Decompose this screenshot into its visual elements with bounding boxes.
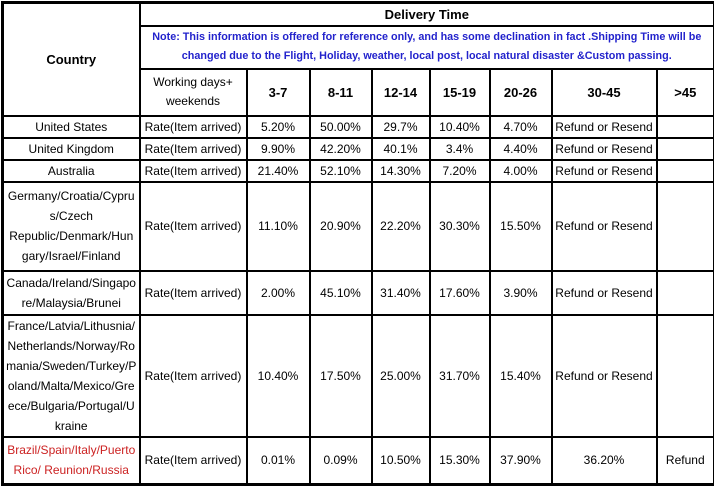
- refund-policy-cell: Refund or Resend: [552, 160, 657, 182]
- rate-value-cell: 2.00%: [247, 271, 310, 315]
- rate-value-cell: 10.40%: [430, 116, 490, 138]
- over-45-cell: [657, 160, 714, 182]
- rate-value-cell: 4.40%: [490, 138, 552, 160]
- over-45-cell: [657, 271, 714, 315]
- rate-value-cell: 15.30%: [430, 437, 490, 485]
- rate-value-cell: 37.90%: [490, 437, 552, 485]
- rate-value-cell: 15.50%: [490, 182, 552, 271]
- rate-value-cell: 15.40%: [490, 315, 552, 437]
- refund-policy-cell: Refund or Resend: [552, 116, 657, 138]
- rate-value-cell: 17.60%: [430, 271, 490, 315]
- rate-value-cell: 9.90%: [247, 138, 310, 160]
- country-column-header: Country: [3, 3, 140, 116]
- rate-value-cell: 45.10%: [310, 271, 372, 315]
- refund-policy-cell: Refund or Resend: [552, 182, 657, 271]
- over-45-cell: [657, 116, 714, 138]
- column-header-20-26: 20-26: [490, 69, 552, 116]
- table-row-united-kingdom: [3, 138, 714, 160]
- country-cell: Germany/Croatia/Cyprus/Czech Republic/Denmark/Hungary/Israel/Finland: [3, 182, 140, 271]
- column-header-3-7: 3-7: [247, 69, 310, 116]
- rate-value-cell: 30.30%: [430, 182, 490, 271]
- rate-label-cell: Rate(Item arrived): [140, 271, 247, 315]
- rate-value-cell: 17.50%: [310, 315, 372, 437]
- rate-label-cell: Rate(Item arrived): [140, 437, 247, 485]
- table-row-australia: [3, 160, 714, 182]
- table-row-france-group: [3, 315, 714, 437]
- rate-value-cell: 11.10%: [247, 182, 310, 271]
- column-header-over-45: >45: [657, 69, 714, 116]
- column-header-30-45: 30-45: [552, 69, 657, 116]
- over-45-cell: [657, 182, 714, 271]
- rate-value-cell: 10.50%: [372, 437, 430, 485]
- rate-value-cell: 31.40%: [372, 271, 430, 315]
- rate-value-cell: 0.09%: [310, 437, 372, 485]
- country-cell: Australia: [3, 160, 140, 182]
- refund-policy-cell: Refund or Resend: [552, 271, 657, 315]
- rate-value-cell: 50.00%: [310, 116, 372, 138]
- note-banner: Note: This information is offered for reference only, and has some declination in fact .Shipping Time will be changed due to the Flight, Holiday, weather, local post, local natural disaster &Custom passing.: [140, 26, 714, 69]
- column-header-12-14: 12-14: [372, 69, 430, 116]
- country-cell: Canada/Ireland/Singapore/Malaysia/Brunei: [3, 271, 140, 315]
- column-header-15-19: 15-19: [430, 69, 490, 116]
- rate-label-cell: Rate(Item arrived): [140, 138, 247, 160]
- rate-value-cell: 4.70%: [490, 116, 552, 138]
- country-cell: France/Latvia/Lithusnia/ Netherlands/Norway/Romania/Sweden/Turkey/Poland/Malta/Mexico/Greece/Bulgaria/Portugal/Ukraine: [3, 315, 140, 437]
- rate-label-cell: Rate(Item arrived): [140, 116, 247, 138]
- table-row-united-states: [3, 116, 714, 138]
- rate-value-cell: 0.01%: [247, 437, 310, 485]
- over-45-cell: [657, 138, 714, 160]
- over-45-cell: Refund: [657, 437, 714, 485]
- rate-value-cell: 14.30%: [372, 160, 430, 182]
- rate-value-cell: 21.40%: [247, 160, 310, 182]
- working-days-column-header: Working days+ weekends: [140, 69, 247, 116]
- over-45-cell: [657, 315, 714, 437]
- rate-label-cell: Rate(Item arrived): [140, 315, 247, 437]
- country-cell-highlighted: Brazil/Spain/Italy/Puerto Rico/ Reunion/Russia: [3, 437, 140, 485]
- table-row-germany-group: [3, 182, 714, 271]
- rate-value-cell: 7.20%: [430, 160, 490, 182]
- country-cell: United States: [3, 116, 140, 138]
- rate-value-cell: 5.20%: [247, 116, 310, 138]
- rate-value-cell: 31.70%: [430, 315, 490, 437]
- rate-value-cell: 3.4%: [430, 138, 490, 160]
- country-cell: United Kingdom: [3, 138, 140, 160]
- rate-value-cell: 25.00%: [372, 315, 430, 437]
- rate-value-cell: 4.00%: [490, 160, 552, 182]
- column-header-8-11: 8-11: [310, 69, 372, 116]
- rate-value-cell: 22.20%: [372, 182, 430, 271]
- rate-label-cell: Rate(Item arrived): [140, 160, 247, 182]
- delivery-time-table: [1, 1, 714, 486]
- rate-value-cell: 20.90%: [310, 182, 372, 271]
- refund-policy-cell: Refund or Resend: [552, 138, 657, 160]
- table-row-brazil-group: [3, 437, 714, 485]
- header-row-title: [3, 3, 714, 26]
- refund-policy-cell: Refund or Resend: [552, 315, 657, 437]
- rate-label-cell: Rate(Item arrived): [140, 182, 247, 271]
- rate-value-cell: 3.90%: [490, 271, 552, 315]
- rate-value-cell: 42.20%: [310, 138, 372, 160]
- rate-value-cell: 52.10%: [310, 160, 372, 182]
- rate-value-cell: 10.40%: [247, 315, 310, 437]
- delivery-time-header: Delivery Time: [140, 3, 714, 26]
- rate-value-cell: 36.20%: [552, 437, 657, 485]
- rate-value-cell: 29.7%: [372, 116, 430, 138]
- rate-value-cell: 40.1%: [372, 138, 430, 160]
- table-row-canada-group: [3, 271, 714, 315]
